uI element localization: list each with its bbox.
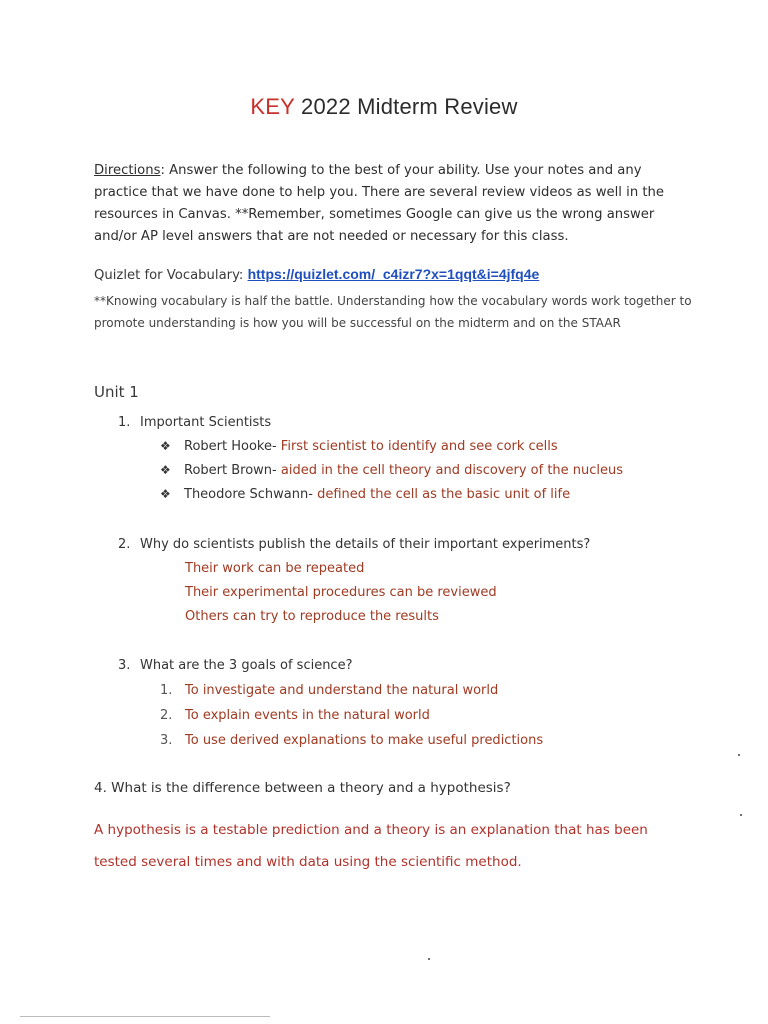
directions-text: : Answer the following to the best of your ability. Use your notes and any practice that we have done to help you. There are several review videos as well in the resources in Canvas. **Remember, sometimes Google can give us the wrong answer and/or AP level answers that are not needed or necessary for this class. xyxy=(94,163,665,244)
quizlet-label: Quizlet for Vocabulary: xyxy=(94,268,248,283)
answer-line: Their experimental procedures can be reviewed xyxy=(185,585,497,600)
scan-speck xyxy=(738,754,740,756)
answer-line: Their work can be repeated xyxy=(185,561,365,576)
question-3-number: 3. xyxy=(118,658,131,673)
bullet-item xyxy=(160,439,558,454)
goal-item xyxy=(160,733,543,748)
question-1-text: Important Scientists xyxy=(140,415,272,430)
quizlet-link[interactable]: https://quizlet.com/_c4izr7?x=1qqt&i=4jfq4e xyxy=(247,266,540,282)
question-2-text: Why do scientists publish the details of their important experiments? xyxy=(140,537,591,552)
question-1 xyxy=(118,415,271,430)
scientist-answer: aided in the cell theory and discovery of the nucleus xyxy=(280,463,624,478)
question-1-number: 1. xyxy=(118,415,131,430)
quizlet-line xyxy=(94,266,539,283)
diamond-bullet-icon: ❖ xyxy=(160,487,171,501)
title-key: KEY xyxy=(250,94,296,119)
question-2 xyxy=(118,537,590,552)
answer-line: Others can try to reproduce the results xyxy=(185,609,439,624)
goal-text: To explain events in the natural world xyxy=(185,708,430,723)
scientist-answer: First scientist to identify and see cork cells xyxy=(280,439,558,454)
bullet-item xyxy=(160,463,623,478)
scan-speck xyxy=(740,814,742,816)
title-text: 2022 Midterm Review xyxy=(301,94,518,119)
question-3 xyxy=(118,658,352,673)
vocab-note: **Knowing vocabulary is half the battle. Understanding how the vocabulary words work together to promote understanding is how you will be successful on the midterm and on the STAAR xyxy=(94,294,692,330)
scientist-name: Robert Brown- xyxy=(184,463,281,478)
question-4-answer: A hypothesis is a testable prediction and a theory is an explanation that has been tested several times and with data using the scientific method. xyxy=(94,822,648,870)
bullet-item xyxy=(160,487,570,502)
goal-item xyxy=(160,683,498,698)
goal-number: 2. xyxy=(160,708,173,723)
goal-text: To investigate and understand the natural world xyxy=(185,683,499,698)
unit-heading: Unit 1 xyxy=(94,383,139,401)
goal-number: 1. xyxy=(160,683,173,698)
goal-item xyxy=(160,708,430,723)
question-2-number: 2. xyxy=(118,537,131,552)
scientist-name: Robert Hooke- xyxy=(184,439,281,454)
page-title xyxy=(0,94,768,120)
scan-speck xyxy=(428,958,430,960)
directions-label: Directions xyxy=(94,163,161,178)
scientist-answer: defined the cell as the basic unit of life xyxy=(317,487,571,502)
scan-edge-line xyxy=(20,1016,270,1017)
directions-paragraph xyxy=(94,160,694,248)
diamond-bullet-icon: ❖ xyxy=(160,463,171,477)
question-4: 4. What is the difference between a theory and a hypothesis? xyxy=(94,780,511,796)
goal-text: To use derived explanations to make useful predictions xyxy=(185,733,544,748)
diamond-bullet-icon: ❖ xyxy=(160,439,171,453)
goal-number: 3. xyxy=(160,733,173,748)
question-3-text: What are the 3 goals of science? xyxy=(140,658,353,673)
scientist-name: Theodore Schwann- xyxy=(184,487,318,502)
